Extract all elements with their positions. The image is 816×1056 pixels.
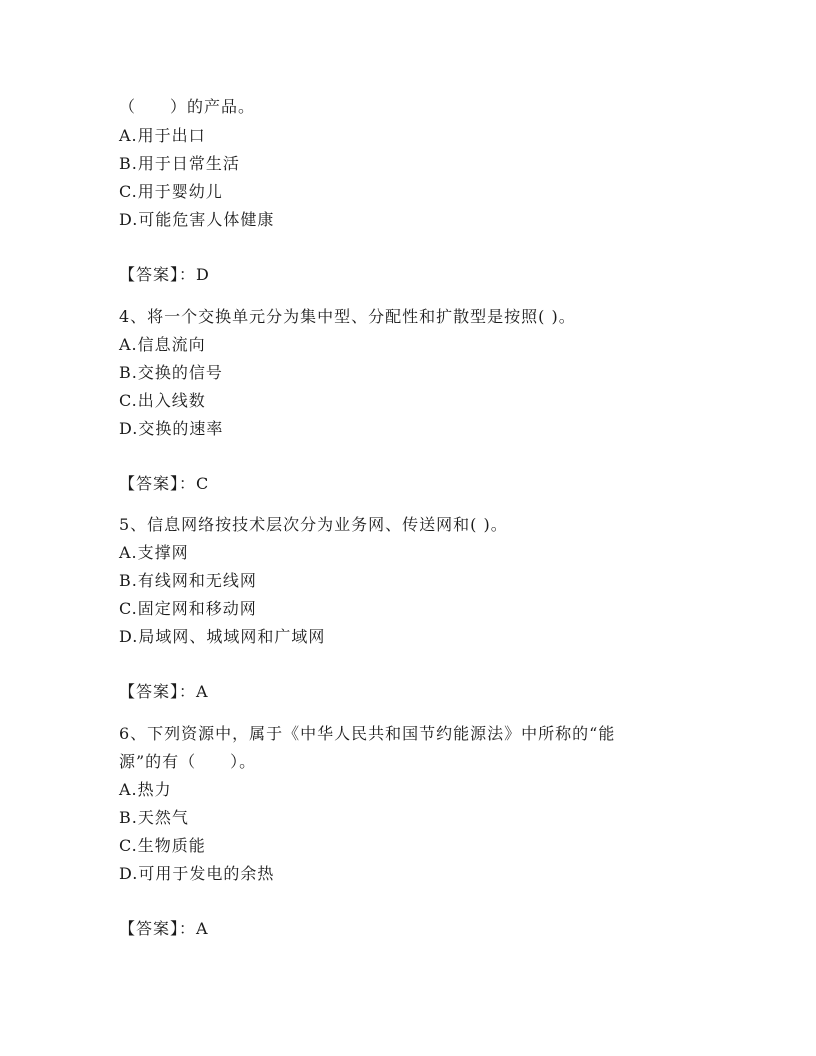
q4-option-b: B.交换的信号	[119, 363, 223, 382]
q5-answer: 【答案】：A	[119, 682, 209, 701]
q3-option-b: B.用于日常生活	[119, 154, 240, 173]
q4-option-c: C.出入线数	[119, 391, 206, 410]
q6-stem-line2: 源”的有（ ）。	[119, 752, 257, 771]
q3-stem-tail: （ ）的产品。	[119, 97, 256, 116]
q4-option-d: D.交换的速率	[119, 419, 224, 438]
q6-option-b: B.天然气	[119, 808, 189, 827]
q6-option-c: C.生物质能	[119, 836, 206, 855]
q4-answer: 【答案】：C	[119, 474, 210, 493]
q3-answer: 【答案】：D	[119, 265, 210, 284]
q3-option-c: C.用于婴幼儿	[119, 182, 223, 201]
q4-option-a: A.信息流向	[119, 335, 206, 354]
q5-option-d: D.局域网、城域网和广域网	[119, 627, 326, 646]
q5-option-c: C.固定网和移动网	[119, 599, 257, 618]
q6-option-d: D.可用于发电的余热	[119, 864, 275, 883]
q5-option-a: A.支撑网	[119, 543, 189, 562]
q6-option-a: A.热力	[119, 780, 172, 799]
q3-option-a: A.用于出口	[119, 126, 206, 145]
q6-stem-line1: 6、下列资源中，属于《中华人民共和国节约能源法》中所称的“能	[119, 724, 616, 743]
q4-stem: 4、将一个交换单元分为集中型、分配性和扩散型是按照( )。	[119, 307, 576, 326]
q3-option-d: D.可能危害人体健康	[119, 210, 275, 229]
q5-option-b: B.有线网和无线网	[119, 571, 257, 590]
q6-answer: 【答案】：A	[119, 919, 209, 938]
q5-stem: 5、信息网络按技术层次分为业务网、传送网和( )。	[119, 515, 508, 534]
